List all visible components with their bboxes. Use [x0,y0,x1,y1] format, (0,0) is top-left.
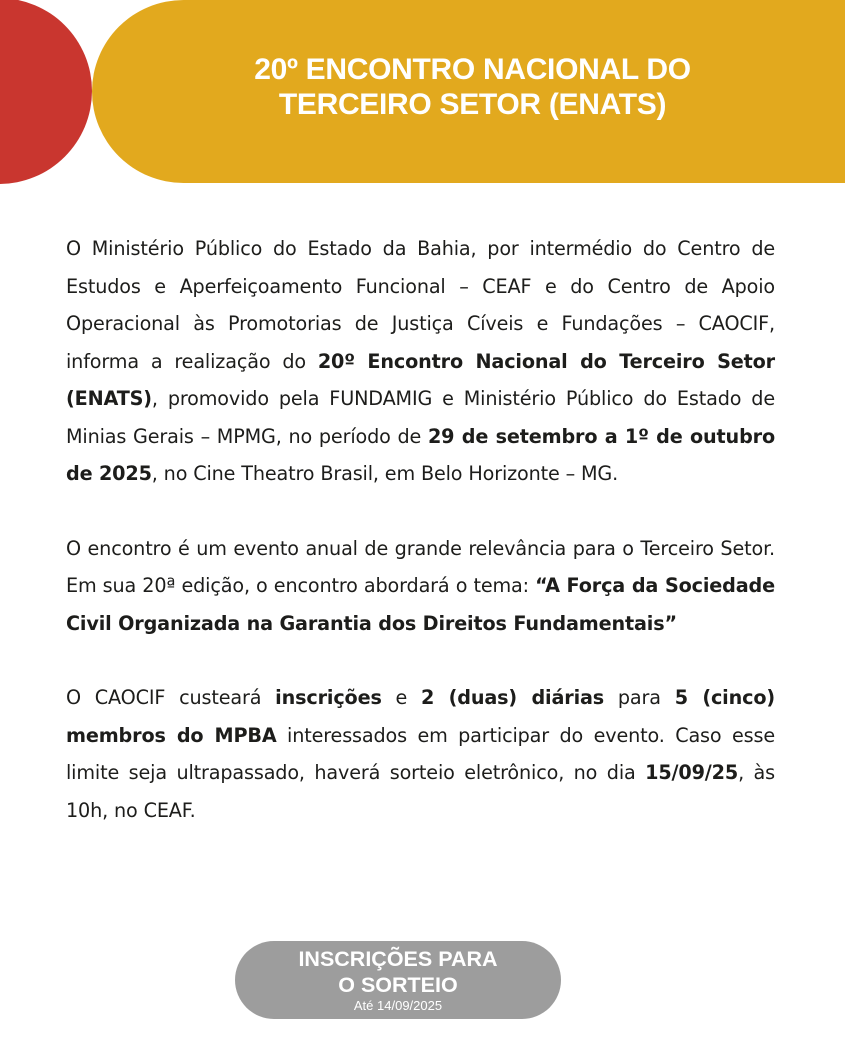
register-for-draw-button[interactable] [235,941,561,1019]
paragraph-event-theme: O encontro é um evento anual de grande relevância para o Terceiro Setor. Em sua 20ª edição, o encontro abordará o tema: “A Força da Sociedade Civil Organizada na Garantia dos Direitos Fundamentais” [66,536,776,635]
cta-deadline: Até 14/09/2025 [353,998,443,1013]
cta-label-line-1: INSCRIÇÕES PARA [298,947,498,971]
event-theme: “A Força da Sociedade Civil Organizada na Garantia dos Direitos Fundamentais” [66,574,776,635]
title-line-1: 20º ENCONTRO NACIONAL DO [254,53,691,86]
event-dates: 29 de setembro a 1º de outubro de 2025 [66,424,775,485]
page-title [120,52,825,122]
announcement-body [66,230,775,866]
cta-label-line-2: O SORTEIO [338,973,458,997]
title-line-2: TERCEIRO SETOR (ENATS) [278,88,667,121]
paragraph-event-info: O Ministério Público do Estado da Bahia, por intermédio do Centro de Estudos e Aperfeiçoamento Funcional – CEAF e do Centro de Apoio Operacional às Promotorias de Justiça Cíveis e Fundações – CAOCIF, informa a realização do 20º Encontro Nacional do Terceiro Setor (ENATS), promovido pela FUNDAMIG e Ministério Público do Estado de Minias Gerais – MPMG, no período de 29 de setembro a 1º de outubro de 2025, no Cine Theatro Brasil, em Belo Horizonte – MG. [66,237,775,485]
decorative-red-circle [0,0,92,184]
draw-date: 15/09/25 [645,761,739,784]
event-name: 20º Encontro Nacional do Terceiro Setor (ENATS) [66,349,775,410]
paragraph-funding: O CAOCIF custeará inscrições e 2 (duas) diárias para 5 (cinco) membros do MPBA interessados em participar do evento. Caso esse limite seja ultrapassado, haverá sorteio eletrônico, no dia 15/09/25, às 10h, no CEAF. [66,686,775,822]
